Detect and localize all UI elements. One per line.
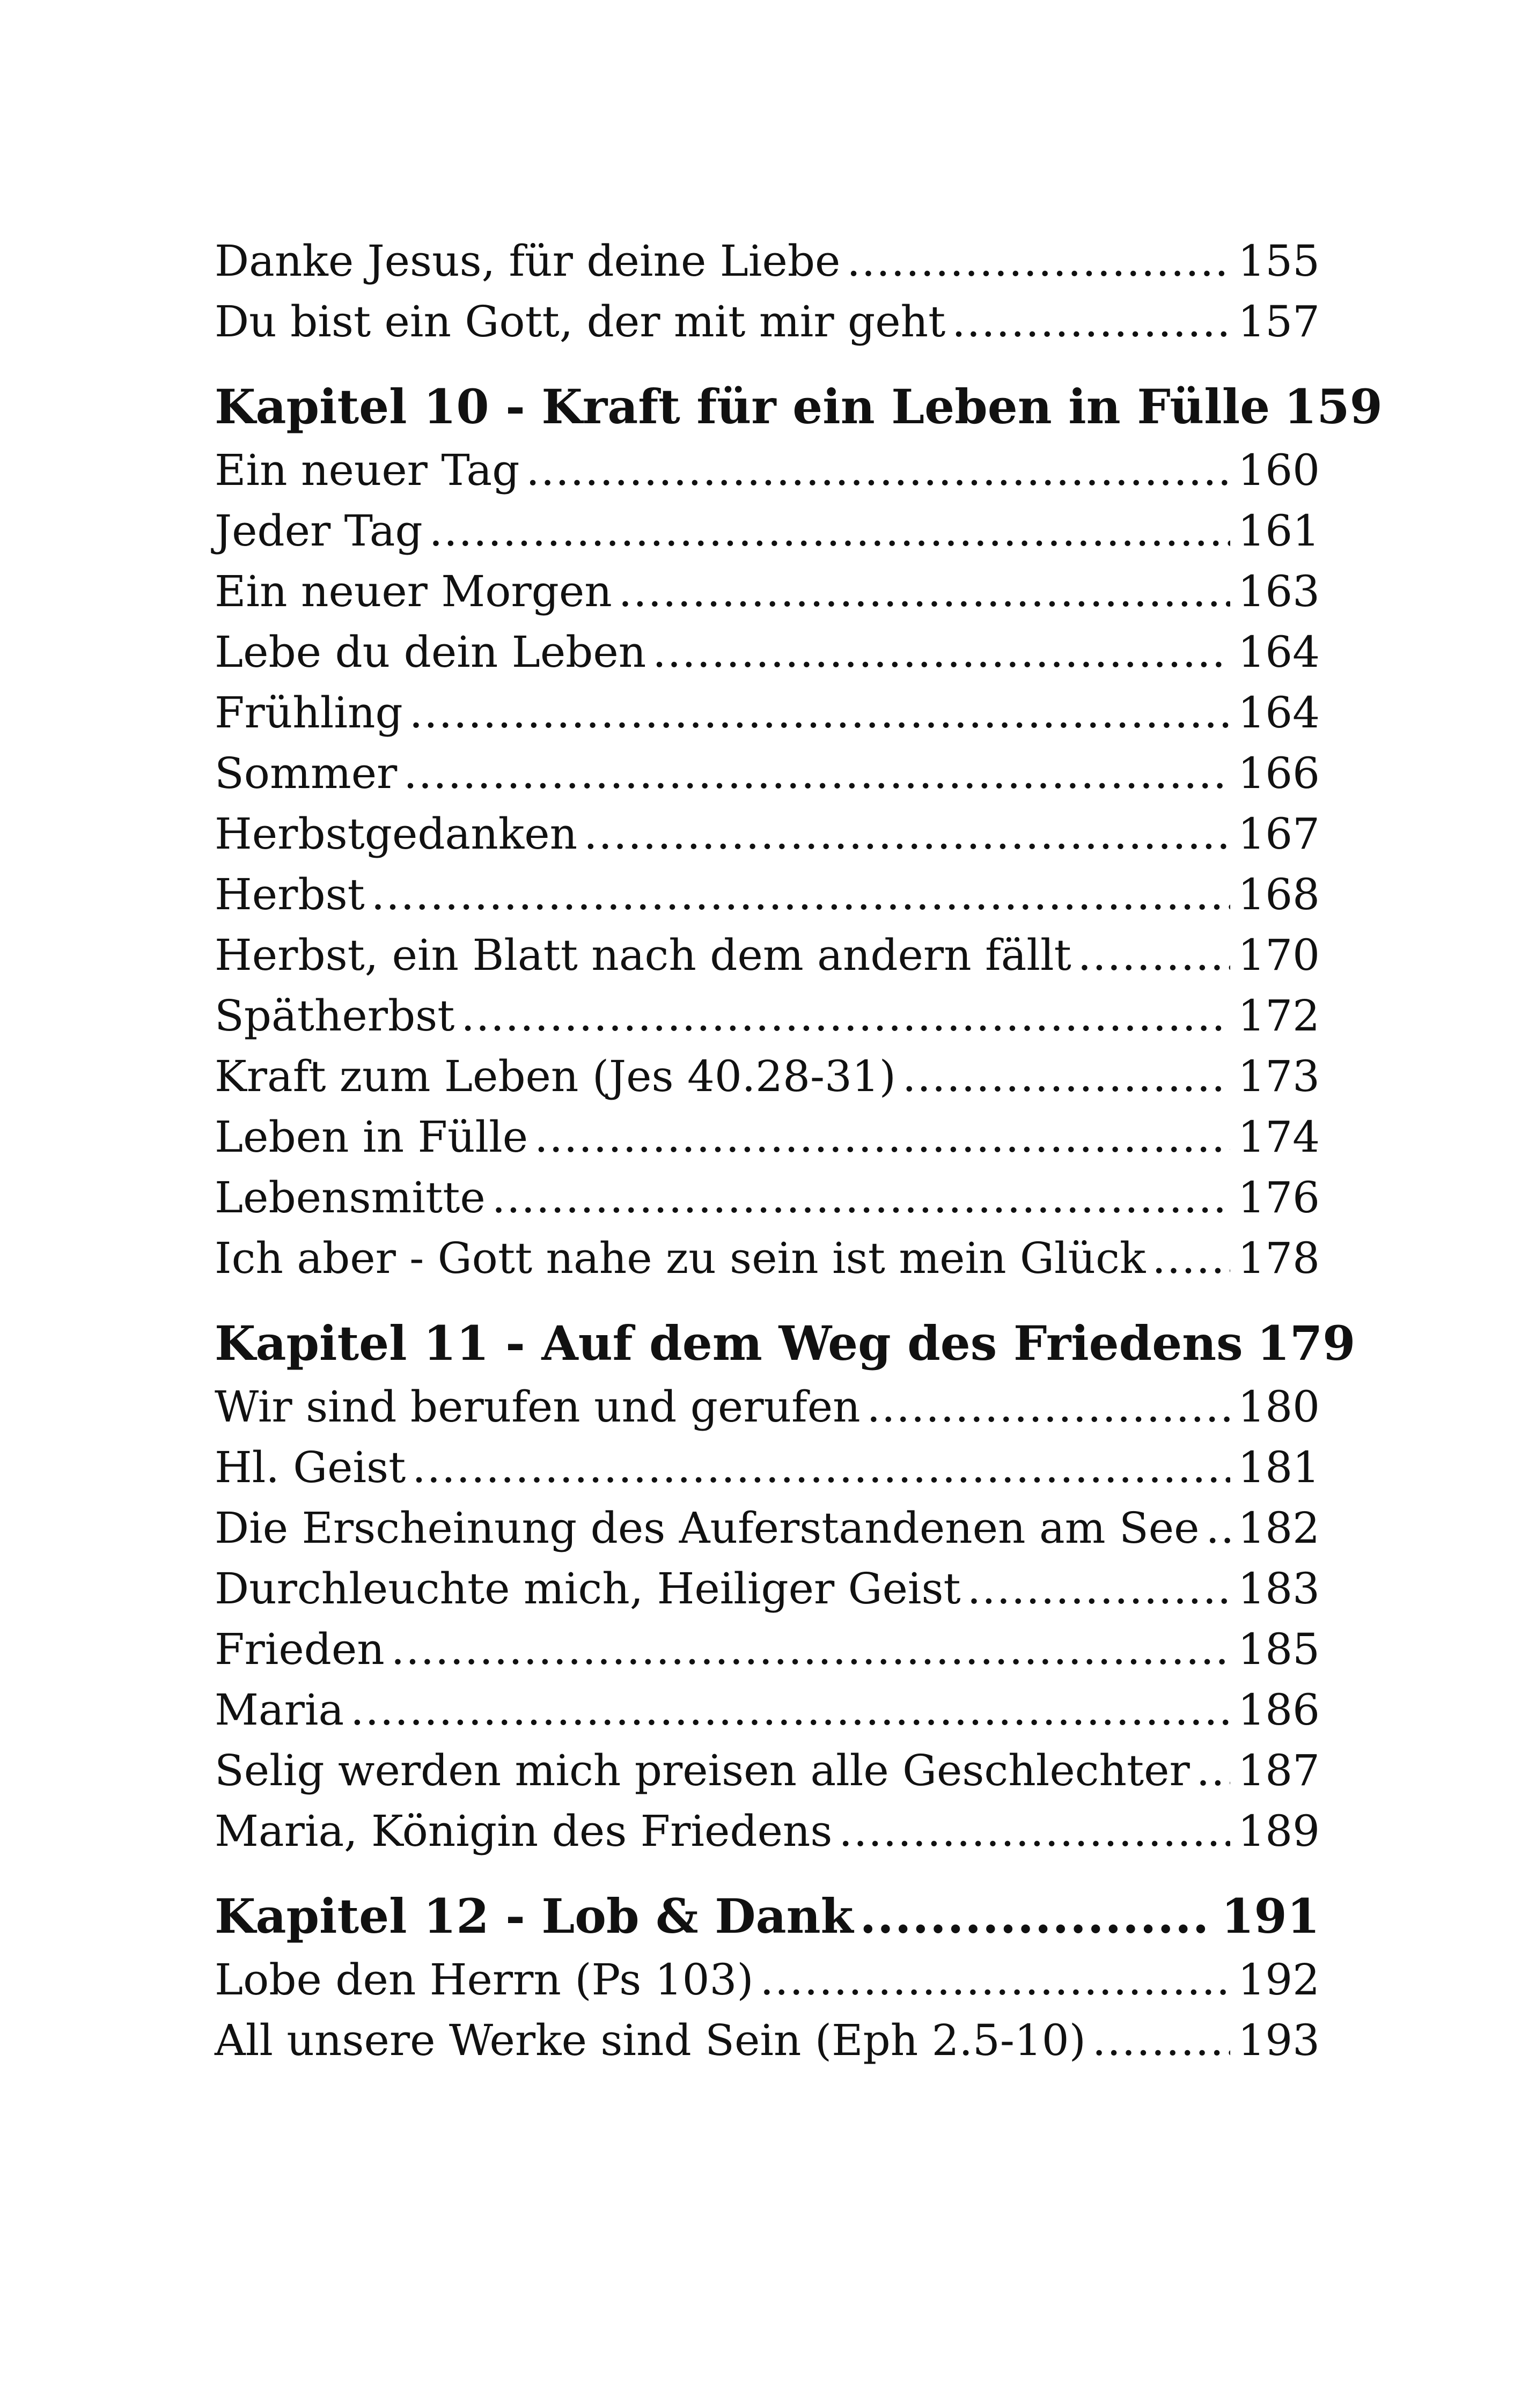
chapter-heading[interactable] [215, 1310, 1356, 1376]
toc-entry[interactable] [215, 500, 1320, 561]
toc-entry-title: Kraft zum Leben (Jes 40.28-31) [215, 1051, 896, 1101]
toc-entry-title: Maria, Königin des Friedens [215, 1806, 833, 1856]
toc-entry-page: 160 [1238, 445, 1320, 495]
toc-entry-title: Ein neuer Tag [215, 445, 520, 495]
toc-entry-title: Herbstgedanken [215, 809, 578, 859]
toc-entry[interactable] [215, 1228, 1320, 1288]
toc-entry[interactable] [215, 622, 1320, 682]
dot-leader [412, 1437, 1230, 1498]
toc-entry[interactable] [215, 231, 1320, 291]
toc-entry-title: Frieden [215, 1624, 385, 1674]
toc-entry[interactable] [215, 682, 1320, 743]
toc-entry-title: All unsere Werke sind Sein (Eph 2.5-10) [215, 2015, 1086, 2065]
chapter-title: Kapitel 12 - Lob & Dank [215, 1888, 854, 1944]
toc-entry[interactable] [215, 2010, 1320, 2071]
dot-leader [534, 1107, 1230, 1167]
toc-entry[interactable] [215, 1740, 1320, 1801]
toc-entry-title: Sommer [215, 748, 398, 798]
toc-entry-page: 172 [1238, 991, 1320, 1041]
toc-entry[interactable] [215, 1046, 1320, 1107]
dot-leader [967, 1558, 1231, 1619]
chapter-heading[interactable] [215, 1883, 1320, 1949]
toc-entry-title: Spätherbst [215, 991, 455, 1041]
toc-entry-title: Maria [215, 1685, 344, 1735]
dot-leader [350, 1680, 1230, 1740]
toc-entry[interactable] [215, 743, 1320, 804]
toc-entry-title: Danke Jesus, für deine Liebe [215, 236, 841, 286]
dot-leader [1152, 1228, 1230, 1288]
dot-leader [652, 622, 1230, 682]
toc-entry-page: 155 [1238, 236, 1320, 286]
chapter-page: 179 [1257, 1315, 1356, 1371]
toc-entry[interactable] [215, 804, 1320, 864]
toc-entry-title: Lebe du dein Leben [215, 627, 646, 677]
toc-entry-page: 167 [1238, 809, 1320, 859]
toc-entry-title: Durchleuchte mich, Heiliger Geist [215, 1564, 961, 1614]
toc-entry-page: 161 [1238, 506, 1320, 556]
dot-leader [860, 1883, 1214, 1949]
toc-entry-page: 185 [1238, 1624, 1320, 1674]
toc-section [215, 231, 1320, 352]
dot-leader [1196, 1740, 1231, 1801]
toc-entry-title: Ich aber - Gott nahe zu sein ist mein Glück [215, 1233, 1146, 1283]
dot-leader [1078, 925, 1231, 985]
dot-leader [839, 1801, 1230, 1861]
toc-entry-page: 164 [1238, 627, 1320, 677]
toc-entry[interactable] [215, 864, 1320, 925]
table-of-contents [215, 231, 1383, 2071]
toc-entry[interactable] [215, 1619, 1320, 1680]
toc-entry-title: Die Erscheinung des Auferstandenen am See [215, 1503, 1200, 1553]
dot-leader [867, 1376, 1231, 1437]
toc-entry-title: Herbst [215, 870, 365, 919]
toc-entry-title: Lobe den Herrn (Ps 103) [215, 1955, 754, 2005]
toc-entry-title: Jeder Tag [215, 506, 423, 556]
dot-leader [492, 1167, 1231, 1228]
dot-leader [409, 682, 1231, 743]
dot-leader [429, 500, 1231, 561]
toc-section-chapter-12 [215, 1883, 1320, 2071]
toc-entry-title: Lebensmitte [215, 1173, 486, 1223]
toc-entry-page: 181 [1238, 1442, 1320, 1492]
toc-entry-page: 164 [1238, 688, 1320, 738]
dot-leader [952, 291, 1230, 352]
toc-entry[interactable] [215, 440, 1320, 500]
dot-leader [526, 440, 1230, 500]
chapter-page: 191 [1221, 1888, 1320, 1944]
toc-entry-page: 180 [1238, 1382, 1320, 1432]
dot-leader [1092, 2010, 1230, 2071]
dot-leader [403, 743, 1230, 804]
toc-entry[interactable] [215, 1680, 1320, 1740]
toc-section-chapter-10 [215, 373, 1383, 1288]
toc-entry-page: 166 [1238, 748, 1320, 798]
toc-entry-page: 182 [1238, 1503, 1320, 1553]
dot-leader [619, 561, 1231, 622]
toc-entry-page: 173 [1238, 1051, 1320, 1101]
toc-entry[interactable] [215, 561, 1320, 622]
dot-leader [1206, 1498, 1230, 1558]
toc-entry-page: 174 [1238, 1112, 1320, 1162]
toc-entry[interactable] [215, 925, 1320, 985]
toc-entry-title: Wir sind berufen und gerufen [215, 1382, 861, 1432]
toc-entry-page: 178 [1238, 1233, 1320, 1283]
toc-entry-page: 163 [1238, 566, 1320, 616]
toc-entry-title: Selig werden mich preisen alle Geschlechter [215, 1746, 1190, 1795]
chapter-page: 159 [1284, 379, 1383, 435]
toc-entry-page: 189 [1238, 1806, 1320, 1856]
toc-entry-page: 157 [1238, 297, 1320, 347]
toc-entry-page: 176 [1238, 1173, 1320, 1223]
toc-entry[interactable] [215, 1558, 1320, 1619]
toc-entry-page: 186 [1238, 1685, 1320, 1735]
toc-entry-title: Leben in Fülle [215, 1112, 528, 1162]
dot-leader [461, 985, 1230, 1046]
toc-entry[interactable] [215, 1107, 1320, 1167]
toc-section-chapter-11 [215, 1310, 1356, 1861]
chapter-title: Kapitel 11 - Auf dem Weg des Friedens [215, 1315, 1243, 1371]
toc-entry-page: 193 [1238, 2015, 1320, 2065]
dot-leader [902, 1046, 1230, 1107]
toc-entry[interactable] [215, 1376, 1320, 1437]
toc-entry[interactable] [215, 985, 1320, 1046]
toc-entry-page: 168 [1238, 870, 1320, 919]
toc-entry[interactable] [215, 1498, 1320, 1558]
toc-entry-title: Ein neuer Morgen [215, 566, 612, 616]
toc-entry[interactable] [215, 1949, 1320, 2010]
toc-entry-title: Herbst, ein Blatt nach dem andern fällt [215, 930, 1071, 980]
toc-entry-title: Hl. Geist [215, 1442, 406, 1492]
dot-leader [584, 804, 1230, 864]
dot-leader [847, 231, 1230, 291]
toc-entry-page: 192 [1238, 1955, 1320, 2005]
toc-entry-page: 183 [1238, 1564, 1320, 1614]
toc-entry[interactable] [215, 1437, 1320, 1498]
chapter-title: Kapitel 10 - Kraft für ein Leben in Fülle [215, 379, 1270, 435]
toc-entry-title: Frühling [215, 688, 403, 738]
dot-leader [391, 1619, 1231, 1680]
toc-entry[interactable] [215, 291, 1320, 352]
toc-entry-page: 170 [1238, 930, 1320, 980]
dot-leader [371, 864, 1231, 925]
toc-entry-page: 187 [1238, 1746, 1320, 1795]
chapter-heading[interactable] [215, 373, 1383, 440]
toc-entry-title: Du bist ein Gott, der mit mir geht [215, 297, 946, 347]
toc-entry[interactable] [215, 1167, 1320, 1228]
toc-entry[interactable] [215, 1801, 1320, 1861]
dot-leader [760, 1949, 1231, 2010]
